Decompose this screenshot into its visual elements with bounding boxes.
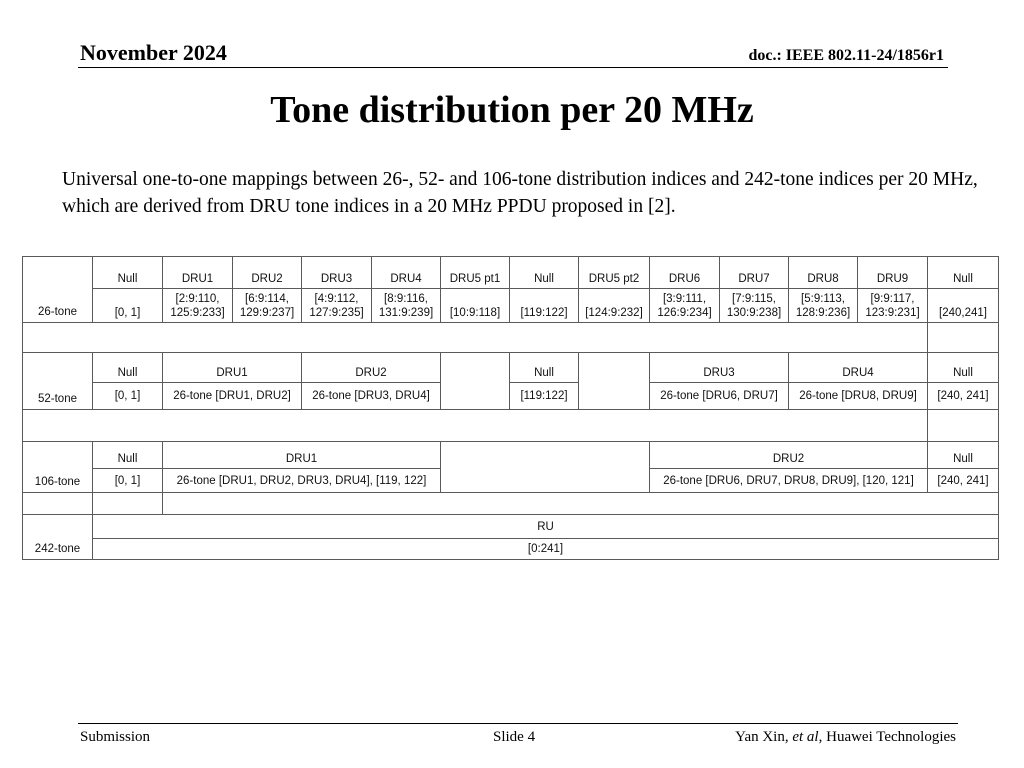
tone52-header-null-3: Null xyxy=(928,353,999,383)
spacer-cell xyxy=(23,493,93,515)
tone26-header-null-3: Null xyxy=(928,257,999,289)
tone26-header-null-1: Null xyxy=(93,257,163,289)
tone106-value-dru1: 26-tone [DRU1, DRU2, DRU3, DRU4], [119, 122] xyxy=(163,469,441,493)
tone106-header-dru1: DRU1 xyxy=(163,442,441,469)
tone26-header-dru9: DRU9 xyxy=(858,257,928,289)
tone26-value-dru5-pt2: [124:9:232] xyxy=(579,289,650,323)
tone-distribution-table xyxy=(22,256,999,560)
header-date: November 2024 xyxy=(80,40,227,65)
tone52-value-row xyxy=(23,383,999,410)
tone106-header-dru2: DRU2 xyxy=(650,442,928,469)
tone242-value-range: [0:241] xyxy=(93,539,999,560)
tone52-value-dru3: 26-tone [DRU6, DRU7] xyxy=(650,383,789,410)
tone26-value-dru2: [6:9:114, 129:9:237] xyxy=(233,289,302,323)
tone52-value-null-3: [240, 241] xyxy=(928,383,999,410)
slide-title: Tone distribution per 20 MHz xyxy=(270,89,754,131)
tone106-header-null-1: Null xyxy=(93,442,163,469)
footer-author-name: Yan Xin, xyxy=(735,729,793,745)
tone26-value-dru3: [4:9:112, 127:9:235] xyxy=(302,289,372,323)
tone26-value-dru5-pt1: [10:9:118] xyxy=(441,289,510,323)
tone26-value-null-2: [119:122] xyxy=(510,289,579,323)
row-label-106-tone: 106-tone xyxy=(23,442,93,493)
spacer-cell xyxy=(928,323,999,353)
tone26-value-dru7: [7:9:115, 130:9:238] xyxy=(720,289,789,323)
tone106-value-null-1: [0, 1] xyxy=(93,469,163,493)
footer-rule xyxy=(78,723,958,724)
tone106-value-dru2: 26-tone [DRU6, DRU7, DRU8, DRU9], [120, 121] xyxy=(650,469,928,493)
footer-submission: Submission xyxy=(80,729,151,745)
tone26-header-dru8: DRU8 xyxy=(789,257,858,289)
tone52-value-dru1: 26-tone [DRU1, DRU2] xyxy=(163,383,302,410)
tone106-value-null-2: [240, 241] xyxy=(928,469,999,493)
tone52-header-null-1: Null xyxy=(93,353,163,383)
tone52-header-row xyxy=(23,353,999,383)
tone52-value-null-2: [119:122] xyxy=(510,383,579,410)
row-label-52-tone: 52-tone xyxy=(23,353,93,410)
tone26-value-dru9: [9:9:117, 123:9:231] xyxy=(858,289,928,323)
header-doc-id: doc.: IEEE 802.11-24/1856r1 xyxy=(748,47,944,64)
tone26-header-dru3: DRU3 xyxy=(302,257,372,289)
tone26-header-null-2: Null xyxy=(510,257,579,289)
tone106-header-null-2: Null xyxy=(928,442,999,469)
tone26-header-dru4: DRU4 xyxy=(372,257,441,289)
spacer-cell xyxy=(23,323,928,353)
tone26-header-dru1: DRU1 xyxy=(163,257,233,289)
spacer-row-2 xyxy=(23,410,999,442)
tone242-value-row xyxy=(23,539,999,560)
tone26-header-dru5-pt1: DRU5 pt1 xyxy=(441,257,510,289)
row-label-242-tone: 242-tone xyxy=(23,515,93,560)
spacer-row-3 xyxy=(23,493,999,515)
tone26-value-dru1: [2:9:110, 125:9:233] xyxy=(163,289,233,323)
tone106-empty-cell xyxy=(441,442,650,493)
spacer-cell xyxy=(928,410,999,442)
tone26-header-dru2: DRU2 xyxy=(233,257,302,289)
spacer-row-1 xyxy=(23,323,999,353)
tone52-header-dru3: DRU3 xyxy=(650,353,789,383)
tone26-header-row xyxy=(23,257,999,289)
tone26-value-dru4: [8:9:116, 131:9:239] xyxy=(372,289,441,323)
tone26-value-dru6: [3:9:111, 126:9:234] xyxy=(650,289,720,323)
footer-author-etal: et al xyxy=(792,729,819,745)
tone52-value-dru2: 26-tone [DRU3, DRU4] xyxy=(302,383,441,410)
tone242-header-row xyxy=(23,515,999,539)
tone26-header-dru7: DRU7 xyxy=(720,257,789,289)
spacer-cell xyxy=(23,410,928,442)
tone242-header-ru: RU xyxy=(93,515,999,539)
tone26-value-dru8: [5:9:113, 128:9:236] xyxy=(789,289,858,323)
tone52-header-dru2: DRU2 xyxy=(302,353,441,383)
tone52-value-dru4: 26-tone [DRU8, DRU9] xyxy=(789,383,928,410)
footer-author xyxy=(735,729,956,746)
header-rule xyxy=(78,67,948,68)
tone-distribution-table-container xyxy=(22,256,998,560)
tone106-header-row xyxy=(23,442,999,469)
spacer-cell xyxy=(163,493,999,515)
tone52-value-null-1: [0, 1] xyxy=(93,383,163,410)
tone26-header-dru6: DRU6 xyxy=(650,257,720,289)
tone52-header-null-2: Null xyxy=(510,353,579,383)
footer-author-org: , Huawei Technologies xyxy=(818,729,956,745)
tone26-value-row xyxy=(23,289,999,323)
tone26-value-null-3: [240,241] xyxy=(928,289,999,323)
tone26-value-null-1: [0, 1] xyxy=(93,289,163,323)
slide-description: Universal one-to-one mappings between 26-, 52- and 106-tone distribution indices and 242-tone indices per 20 MHz, which are derived from DRU tone indices in a 20 MHz PPDU proposed in [2]. xyxy=(62,169,978,217)
spacer-cell xyxy=(93,493,163,515)
tone52-header-dru1: DRU1 xyxy=(163,353,302,383)
footer-slide-number: Slide 4 xyxy=(493,729,536,745)
tone52-empty-cell xyxy=(579,353,650,410)
tone52-empty-cell xyxy=(441,353,510,410)
row-label-26-tone: 26-tone xyxy=(23,257,93,323)
tone26-header-dru5-pt2: DRU5 pt2 xyxy=(579,257,650,289)
tone52-header-dru4: DRU4 xyxy=(789,353,928,383)
